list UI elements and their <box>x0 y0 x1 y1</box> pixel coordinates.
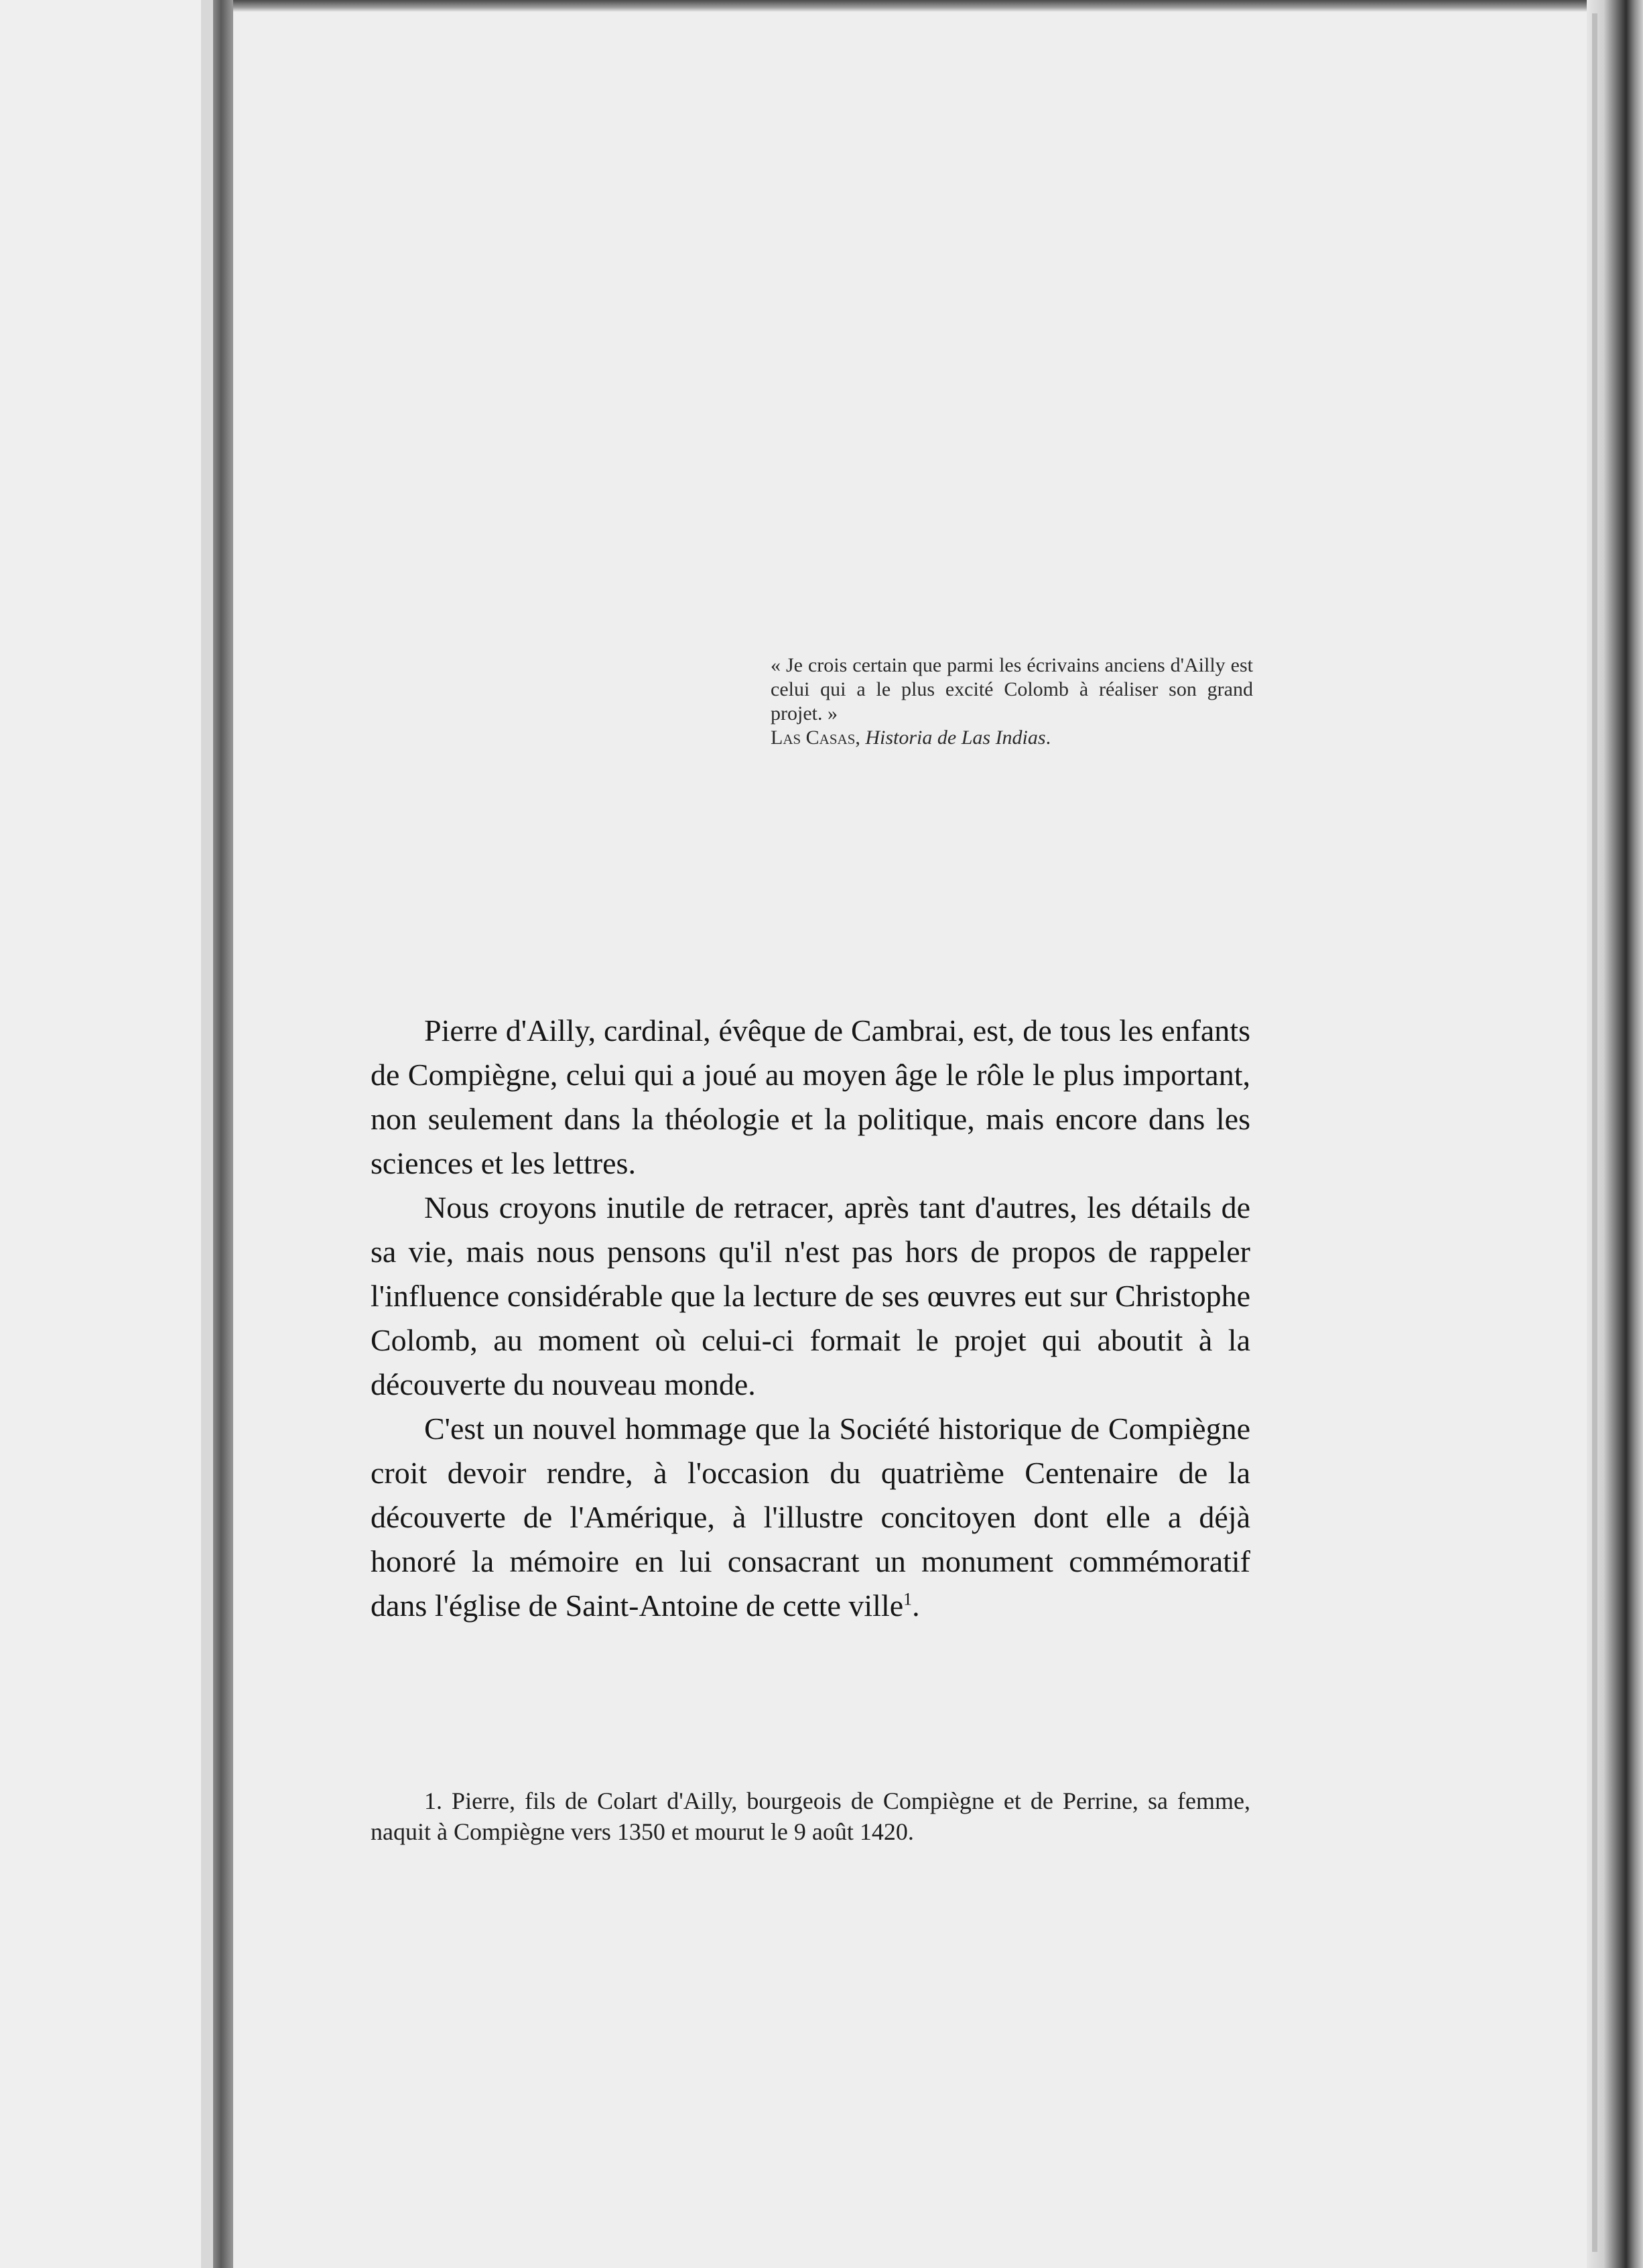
paragraph-2: Nous croyons inutile de retracer, après tant d'autres, les détails de sa vie, mais nous pensons qu'il n'est pas hors de propos de rappeler l'influence considérable que la lecture de ses œuvres eut sur Christophe Colomb, au moment où celui-ci formait le projet qui aboutit à la découverte du nouveau monde. <box>371 1190 1250 1401</box>
facing-page <box>0 0 201 2268</box>
page-edge-line <box>1592 13 1597 2252</box>
gutter-shadow <box>201 0 213 2268</box>
paragraph-3: C'est un nouvel hommage que la Société historique de Compiègne croit devoir rendre, à l'occasion du quatrième Centenaire de la découverte de l'Amérique, à l'illustre concitoyen dont elle a déjà honoré la mémoire en lui consacrant un monument commémoratif dans l'église de Saint-Antoine de cette ville$^1$. <box>371 1411 1250 1623</box>
main-text <box>371 1009 1250 1628</box>
footnote-reference: 1 <box>903 1589 913 1609</box>
epigraph-quote: « Je crois certain que parmi les écrivains anciens d'Ailly est celui qui a le plus excité Colomb à réaliser son grand projet. » <box>771 654 1253 724</box>
page-top-edge <box>233 0 1643 12</box>
epigraph <box>771 653 1253 750</box>
footnote: 1. Pierre, fils de Colart d'Ailly, bourgeois de Compiègne et de Perrine, sa femme, naquit à Compiègne vers 1350 et mourut le 9 août 1420. <box>371 1787 1250 1845</box>
epigraph-work: Historia de Las Indias <box>865 727 1046 749</box>
book-gutter <box>213 0 233 2268</box>
epigraph-source: Las Casas, Historia de Las Indias. <box>771 727 1051 749</box>
paragraph-3-text: C'est un nouvel hommage que la Société historique de Compiègne croit devoir rendre, à l'occasion du quatrième Centenaire de la découverte de l'Amérique, à l'illustre concitoyen dont elle a déjà honoré la mémoire en lui consacrant un monument commémoratif dans l'église de Saint-Antoine de cette ville <box>371 1411 1250 1623</box>
epigraph-author: Las Casas <box>771 727 856 749</box>
paragraph-1: Pierre d'Ailly, cardinal, évêque de Cambrai, est, de tous les enfants de Compiègne, celui qui a joué au moyen âge le rôle le plus important, non seulement dans la théologie et la politique, mais encore dans les sciences et les lettres. <box>371 1013 1250 1180</box>
